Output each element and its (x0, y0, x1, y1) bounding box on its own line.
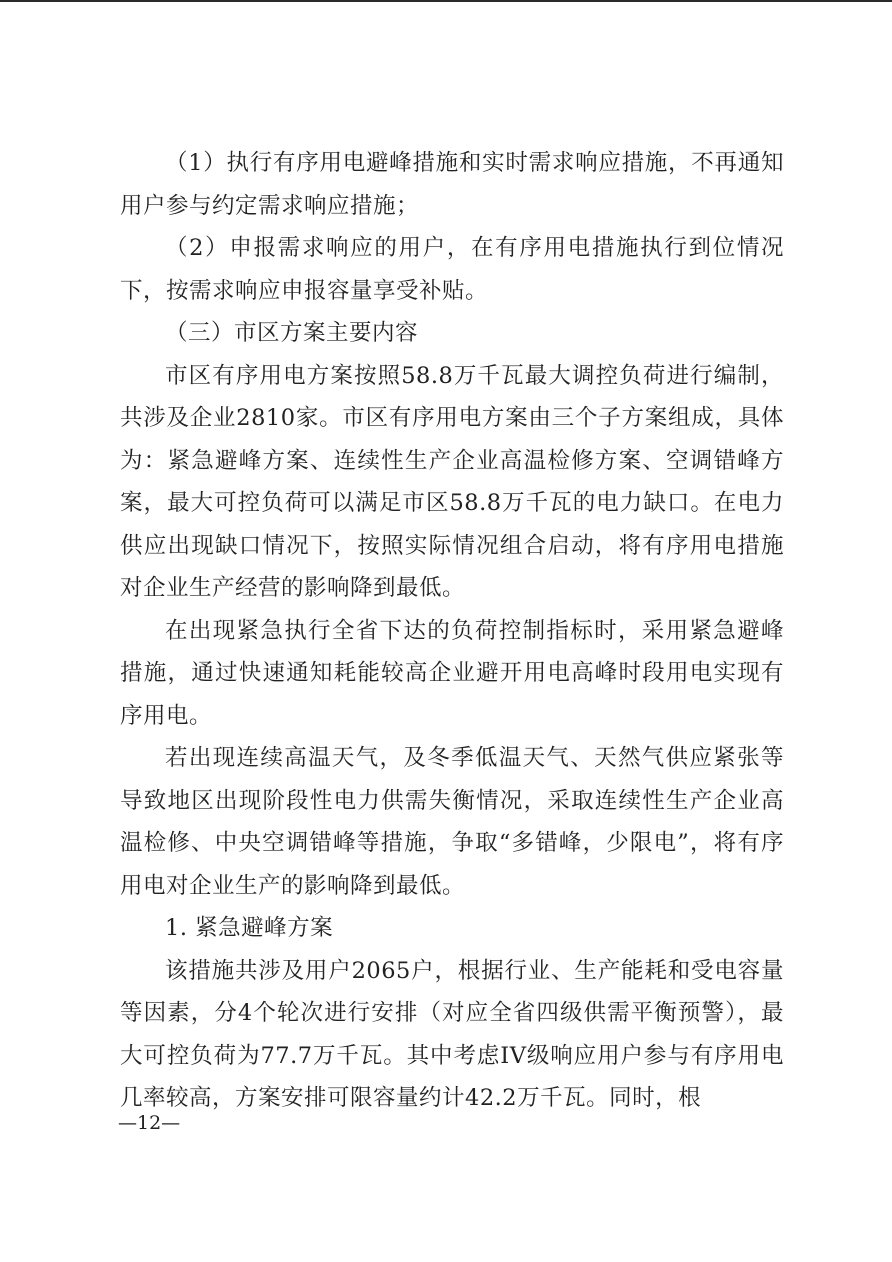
paragraph-urban-plan-overview: 市区有序用电方案按照58.8万千瓦最大调控负荷进行编制，共涉及企业2810家。市区有序用电方案由三个子方案组成，具体为：紧急避峰方案、连续性生产企业高温检修方案、空调错峰方案，最大可控负荷可以满足市区58.8万千瓦的电力缺口。在电力供应出现缺口情况下，按照实际情况组合启动，将有序用电措施对企业生产经营的影响降到最低。 (120, 362, 784, 601)
page-number: —12— (118, 1112, 181, 1134)
paragraph-high-temperature-measures: 若出现连续高温天气，及冬季低温天气、天然气供应紧张等导致地区出现阶段性电力供需失衡情况，采取连续性生产企业高温检修、中央空调错峰等措施，争取“多错峰，少限电”，将有序用电对企业生产的影响降到最低。 (120, 745, 784, 899)
paragraph-emergency-plan-details: 该措施共涉及用户2065户，根据行业、生产能耗和受电容量等因素，分4个轮次进行安排（对应全省四级供需平衡预警），最大可控负荷为77.7万千瓦。其中考虑IV级响应用户参与有序用电几率较高，方案安排可限容量约计42.2万千瓦。同时，根 (120, 957, 784, 1111)
section-heading-urban-plan: （三）市区方案主要内容 (165, 320, 419, 346)
paragraph-measure-1: （1）执行有序用电避峰措施和实时需求响应措施，不再通知用户参与约定需求响应措施； (120, 150, 784, 219)
paragraph-emergency-measures: 在出现紧急执行全省下达的负荷控制指标时，采用紧急避峰措施，通过快速通知耗能较高企业避开用电高峰时段用电实现有序用电。 (120, 617, 784, 729)
subsection-heading-emergency-peak-avoidance: 1. 紧急避峰方案 (165, 915, 334, 941)
document-body (120, 142, 784, 1120)
page-top-border (0, 0, 892, 2)
paragraph-measure-2: （2）申报需求响应的用户，在有序用电措施执行到位情况下，按需求响应申报容量享受补贴。 (120, 235, 784, 304)
